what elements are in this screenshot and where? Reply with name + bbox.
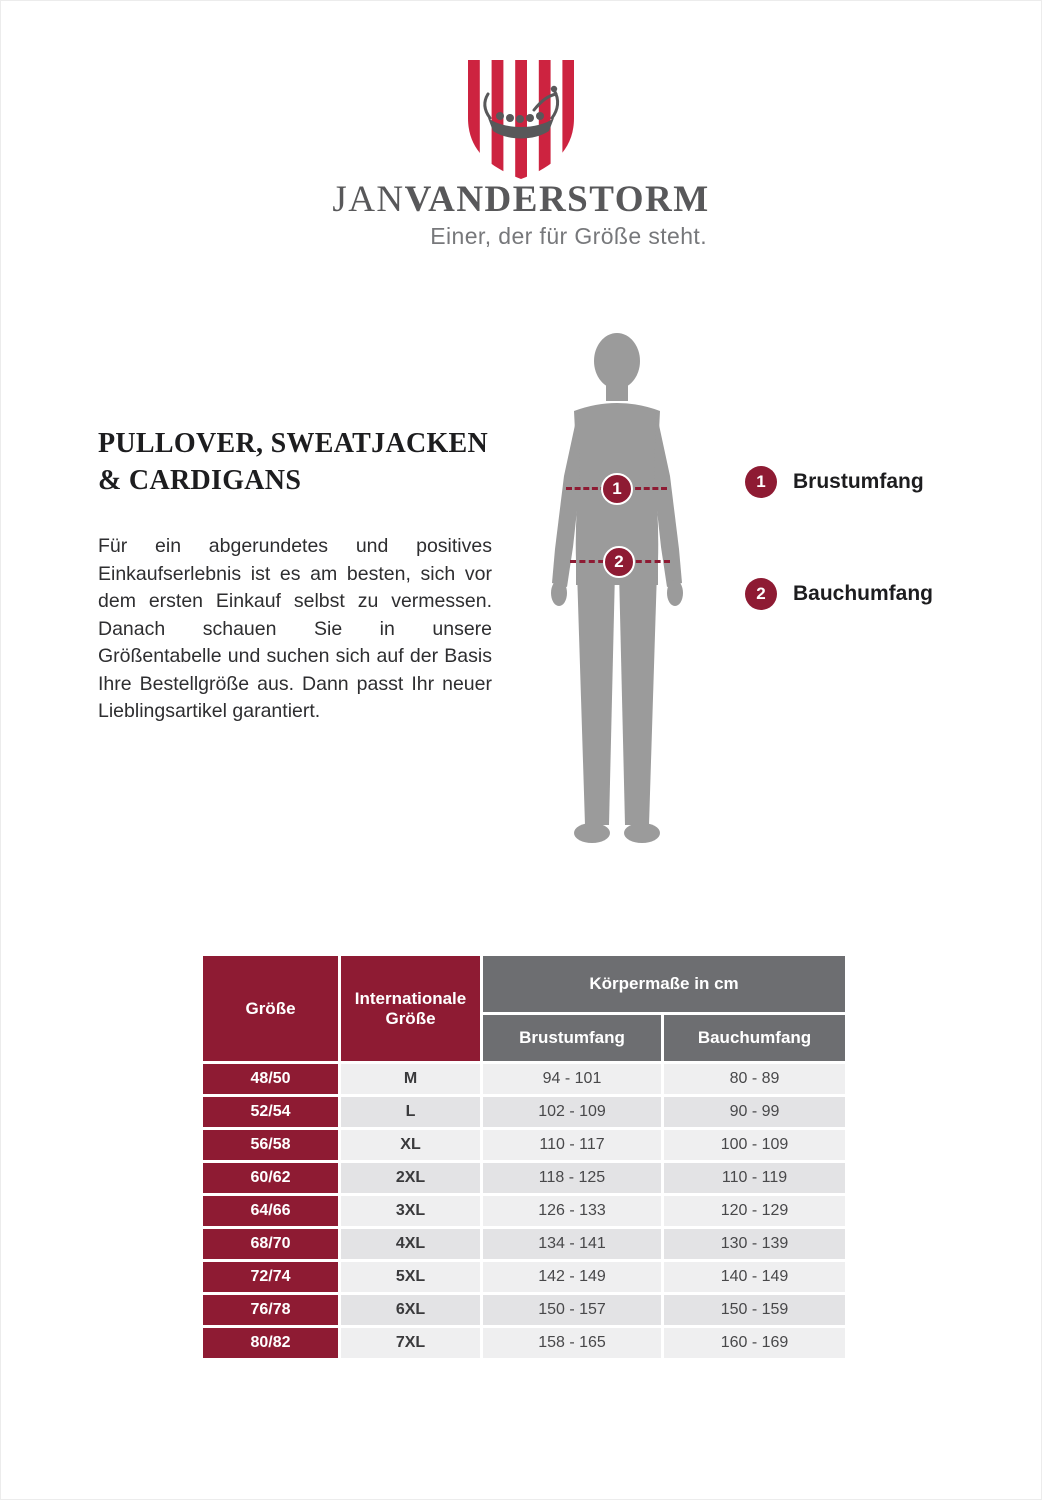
cell-bauchumfang: 140 - 149 xyxy=(664,1262,845,1292)
brand-name xyxy=(0,178,1042,221)
section-heading-line2: & CARDIGANS xyxy=(98,464,302,496)
brand-name-bold: VANDERSTORM xyxy=(404,179,710,220)
header-brustumfang: Brustumfang xyxy=(483,1015,661,1061)
cell-bauchumfang: 90 - 99 xyxy=(664,1097,845,1127)
cell-bauchumfang: 110 - 119 xyxy=(664,1163,845,1193)
cell-bauchumfang: 130 - 139 xyxy=(664,1229,845,1259)
header-internationale-groesse: Internationale Größe xyxy=(341,956,480,1061)
cell-int-groesse: 2XL xyxy=(341,1163,480,1193)
header-groesse: Größe xyxy=(203,956,338,1061)
viking-ship-shield-icon xyxy=(464,56,578,183)
table-row xyxy=(203,1163,845,1193)
legend-badge-2: 2 xyxy=(745,578,777,610)
cell-brustumfang: 102 - 109 xyxy=(483,1097,661,1127)
cell-groesse: 76/78 xyxy=(203,1295,338,1325)
cell-bauchumfang: 160 - 169 xyxy=(664,1328,845,1358)
cell-groesse: 68/70 xyxy=(203,1229,338,1259)
cell-groesse: 60/62 xyxy=(203,1163,338,1193)
table-row xyxy=(203,1196,845,1226)
cell-brustumfang: 134 - 141 xyxy=(483,1229,661,1259)
cell-groesse: 56/58 xyxy=(203,1130,338,1160)
table-row xyxy=(203,1097,845,1127)
cell-brustumfang: 142 - 149 xyxy=(483,1262,661,1292)
table-row xyxy=(203,1229,845,1259)
size-table xyxy=(200,953,848,1361)
body-measure-figure xyxy=(522,330,712,857)
header-bauchumfang: Bauchumfang xyxy=(664,1015,845,1061)
cell-int-groesse: 4XL xyxy=(341,1229,480,1259)
brand-name-light: JAN xyxy=(332,179,405,220)
cell-groesse: 52/54 xyxy=(203,1097,338,1127)
table-row xyxy=(203,1328,845,1358)
table-row xyxy=(203,1262,845,1292)
cell-groesse: 48/50 xyxy=(203,1064,338,1094)
legend-item-bauchumfang xyxy=(745,578,933,610)
cell-int-groesse: 7XL xyxy=(341,1328,480,1358)
brand-logo xyxy=(464,56,578,184)
cell-int-groesse: 5XL xyxy=(341,1262,480,1292)
cell-int-groesse: 3XL xyxy=(341,1196,480,1226)
cell-brustumfang: 158 - 165 xyxy=(483,1328,661,1358)
cell-int-groesse: 6XL xyxy=(341,1295,480,1325)
cell-bauchumfang: 100 - 109 xyxy=(664,1130,845,1160)
table-row xyxy=(203,1064,845,1094)
cell-groesse: 64/66 xyxy=(203,1196,338,1226)
cell-int-groesse: M xyxy=(341,1064,480,1094)
cell-int-groesse: L xyxy=(341,1097,480,1127)
legend-item-brustumfang xyxy=(745,466,924,498)
cell-brustumfang: 110 - 117 xyxy=(483,1130,661,1160)
cell-brustumfang: 118 - 125 xyxy=(483,1163,661,1193)
chest-marker-badge: 1 xyxy=(601,473,633,505)
cell-brustumfang: 150 - 157 xyxy=(483,1295,661,1325)
cell-bauchumfang: 150 - 159 xyxy=(664,1295,845,1325)
legend-label-brustumfang: Brustumfang xyxy=(793,470,924,493)
man-silhouette-icon xyxy=(522,330,712,857)
section-heading xyxy=(98,426,518,500)
table-row xyxy=(203,1295,845,1325)
brand-tagline: Einer, der für Größe steht. xyxy=(430,223,707,249)
header-koerpermasse: Körpermaße in cm xyxy=(483,956,845,1012)
legend-badge-1: 1 xyxy=(745,466,777,498)
intro-paragraph: Für ein abgerundetes und positives Einkaufserlebnis ist es am besten, sich vor dem ersten Einkauf selbst zu vermessen. Danach schauen Sie in unsere Größentabelle und suchen sich auf der Basis Ihre Bestellgröße aus. Dann passt Ihr neuer Lieblingsartikel garantiert. xyxy=(98,535,492,722)
legend-label-bauchumfang: Bauchumfang xyxy=(793,582,934,605)
cell-bauchumfang: 120 - 129 xyxy=(664,1196,845,1226)
cell-int-groesse: XL xyxy=(341,1130,480,1160)
waist-marker-badge: 2 xyxy=(603,546,635,578)
cell-bauchumfang: 80 - 89 xyxy=(664,1064,845,1094)
cell-groesse: 72/74 xyxy=(203,1262,338,1292)
cell-brustumfang: 126 - 133 xyxy=(483,1196,661,1226)
table-row xyxy=(203,1130,845,1160)
cell-groesse: 80/82 xyxy=(203,1328,338,1358)
cell-brustumfang: 94 - 101 xyxy=(483,1064,661,1094)
section-heading-line1: PULLOVER, SWEATJACKEN xyxy=(98,428,489,459)
